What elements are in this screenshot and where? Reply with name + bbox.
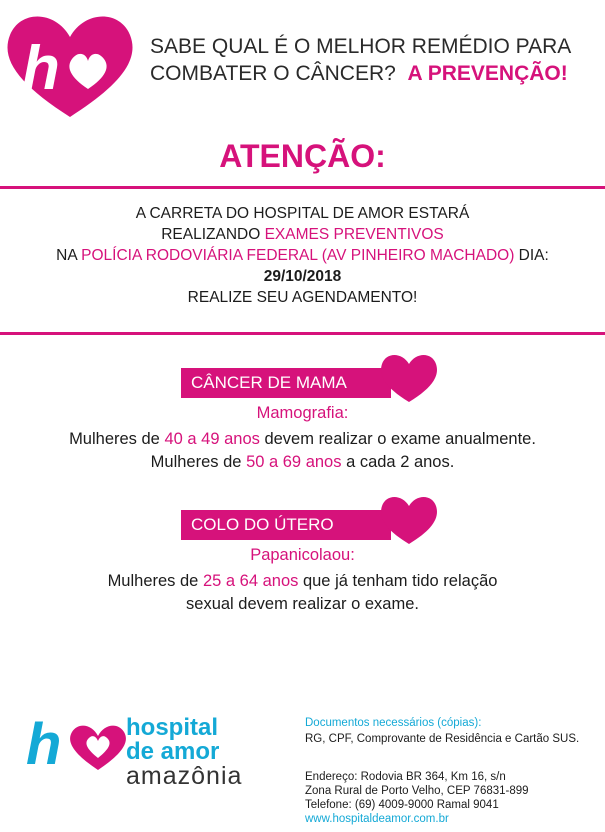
badge-cancer-mama: CÂNCER DE MAMA [181,368,391,398]
age-range-25-64: 25 a 64 anos [202,572,299,590]
headline-accent: A PREVENÇÃO! [407,62,568,85]
mama-text [0,428,605,474]
event-date: 29/10/2018 [263,268,342,285]
utero-line-1: Mulheres de 25 a 64 anos que já tenham tido relação [107,572,498,590]
age-range-50-69: 50 a 69 anos [246,453,342,471]
ha-logo [26,712,126,774]
age-range-40-49: 40 a 49 anos [164,430,260,448]
attention-title: ATENÇÃO: [219,138,386,174]
notice-line-2: REALIZANDO EXAMES PREVENTIVOS [161,226,444,243]
headline-line-1: SABE QUAL É O MELHOR REMÉDIO PARA [150,35,572,58]
brand-line-3: amazônia [126,762,243,790]
brand-line-2: de amor [126,738,220,765]
docs-title: Documentos necessários (cópias): [305,717,482,729]
divider-top [0,186,605,189]
notice-line-1: A CARRETA DO HOSPITAL DE AMOR ESTARÁ [135,205,470,222]
mama-line-2: Mulheres de 50 a 69 anos a cada 2 anos. [150,453,455,471]
location-accent: POLÍCIA RODOVIÁRIA FEDERAL (AV PINHEIRO MACHADO) [81,247,515,264]
divider-bottom [0,332,605,335]
headline [150,33,600,87]
badge-colo-utero: COLO DO ÚTERO [181,510,391,540]
heart-icon [378,350,440,406]
website-link[interactable]: www.hospitaldeamor.com.br [305,813,449,825]
utero-line-2: sexual devem realizar o exame. [186,595,419,613]
notice-line-5: REALIZE SEU AGENDAMENTO! [187,289,418,306]
address-line-1: Endereço: Rodovia BR 364, Km 16, s/n [305,771,506,783]
mama-line-1: Mulheres de 40 a 49 anos devem realizar o exame anualmente. [69,430,536,448]
documents-info [305,715,579,747]
exam-mamografia: Mamografia: [256,404,349,422]
heart-icon [378,492,440,548]
address-line-2: Zona Rural de Porto Velho, CEP 76831-899 [305,785,529,797]
phone: Telefone: (69) 4009-9000 Ramal 9041 [305,799,499,811]
brand-name [126,716,242,788]
notice-block [0,203,605,308]
svg-text:h: h [26,712,62,774]
exam-papanicolaou: Papanicolaou: [250,546,355,564]
hospital-logo-heart [0,5,140,125]
utero-text [0,570,605,616]
headline-line-2: COMBATER O CÂNCER? A PREVENÇÃO! [150,62,568,85]
docs-list: RG, CPF, Comprovante de Residência e Cartão SUS. [305,733,580,745]
brand-line-1: hospital [126,714,219,741]
exames-accent: EXAMES PREVENTIVOS [264,226,444,243]
address-info [305,770,529,826]
svg-text:h: h [22,34,60,103]
notice-line-3: NA POLÍCIA RODOVIÁRIA FEDERAL (AV PINHEIRO MACHADO) DIA: [56,247,549,264]
